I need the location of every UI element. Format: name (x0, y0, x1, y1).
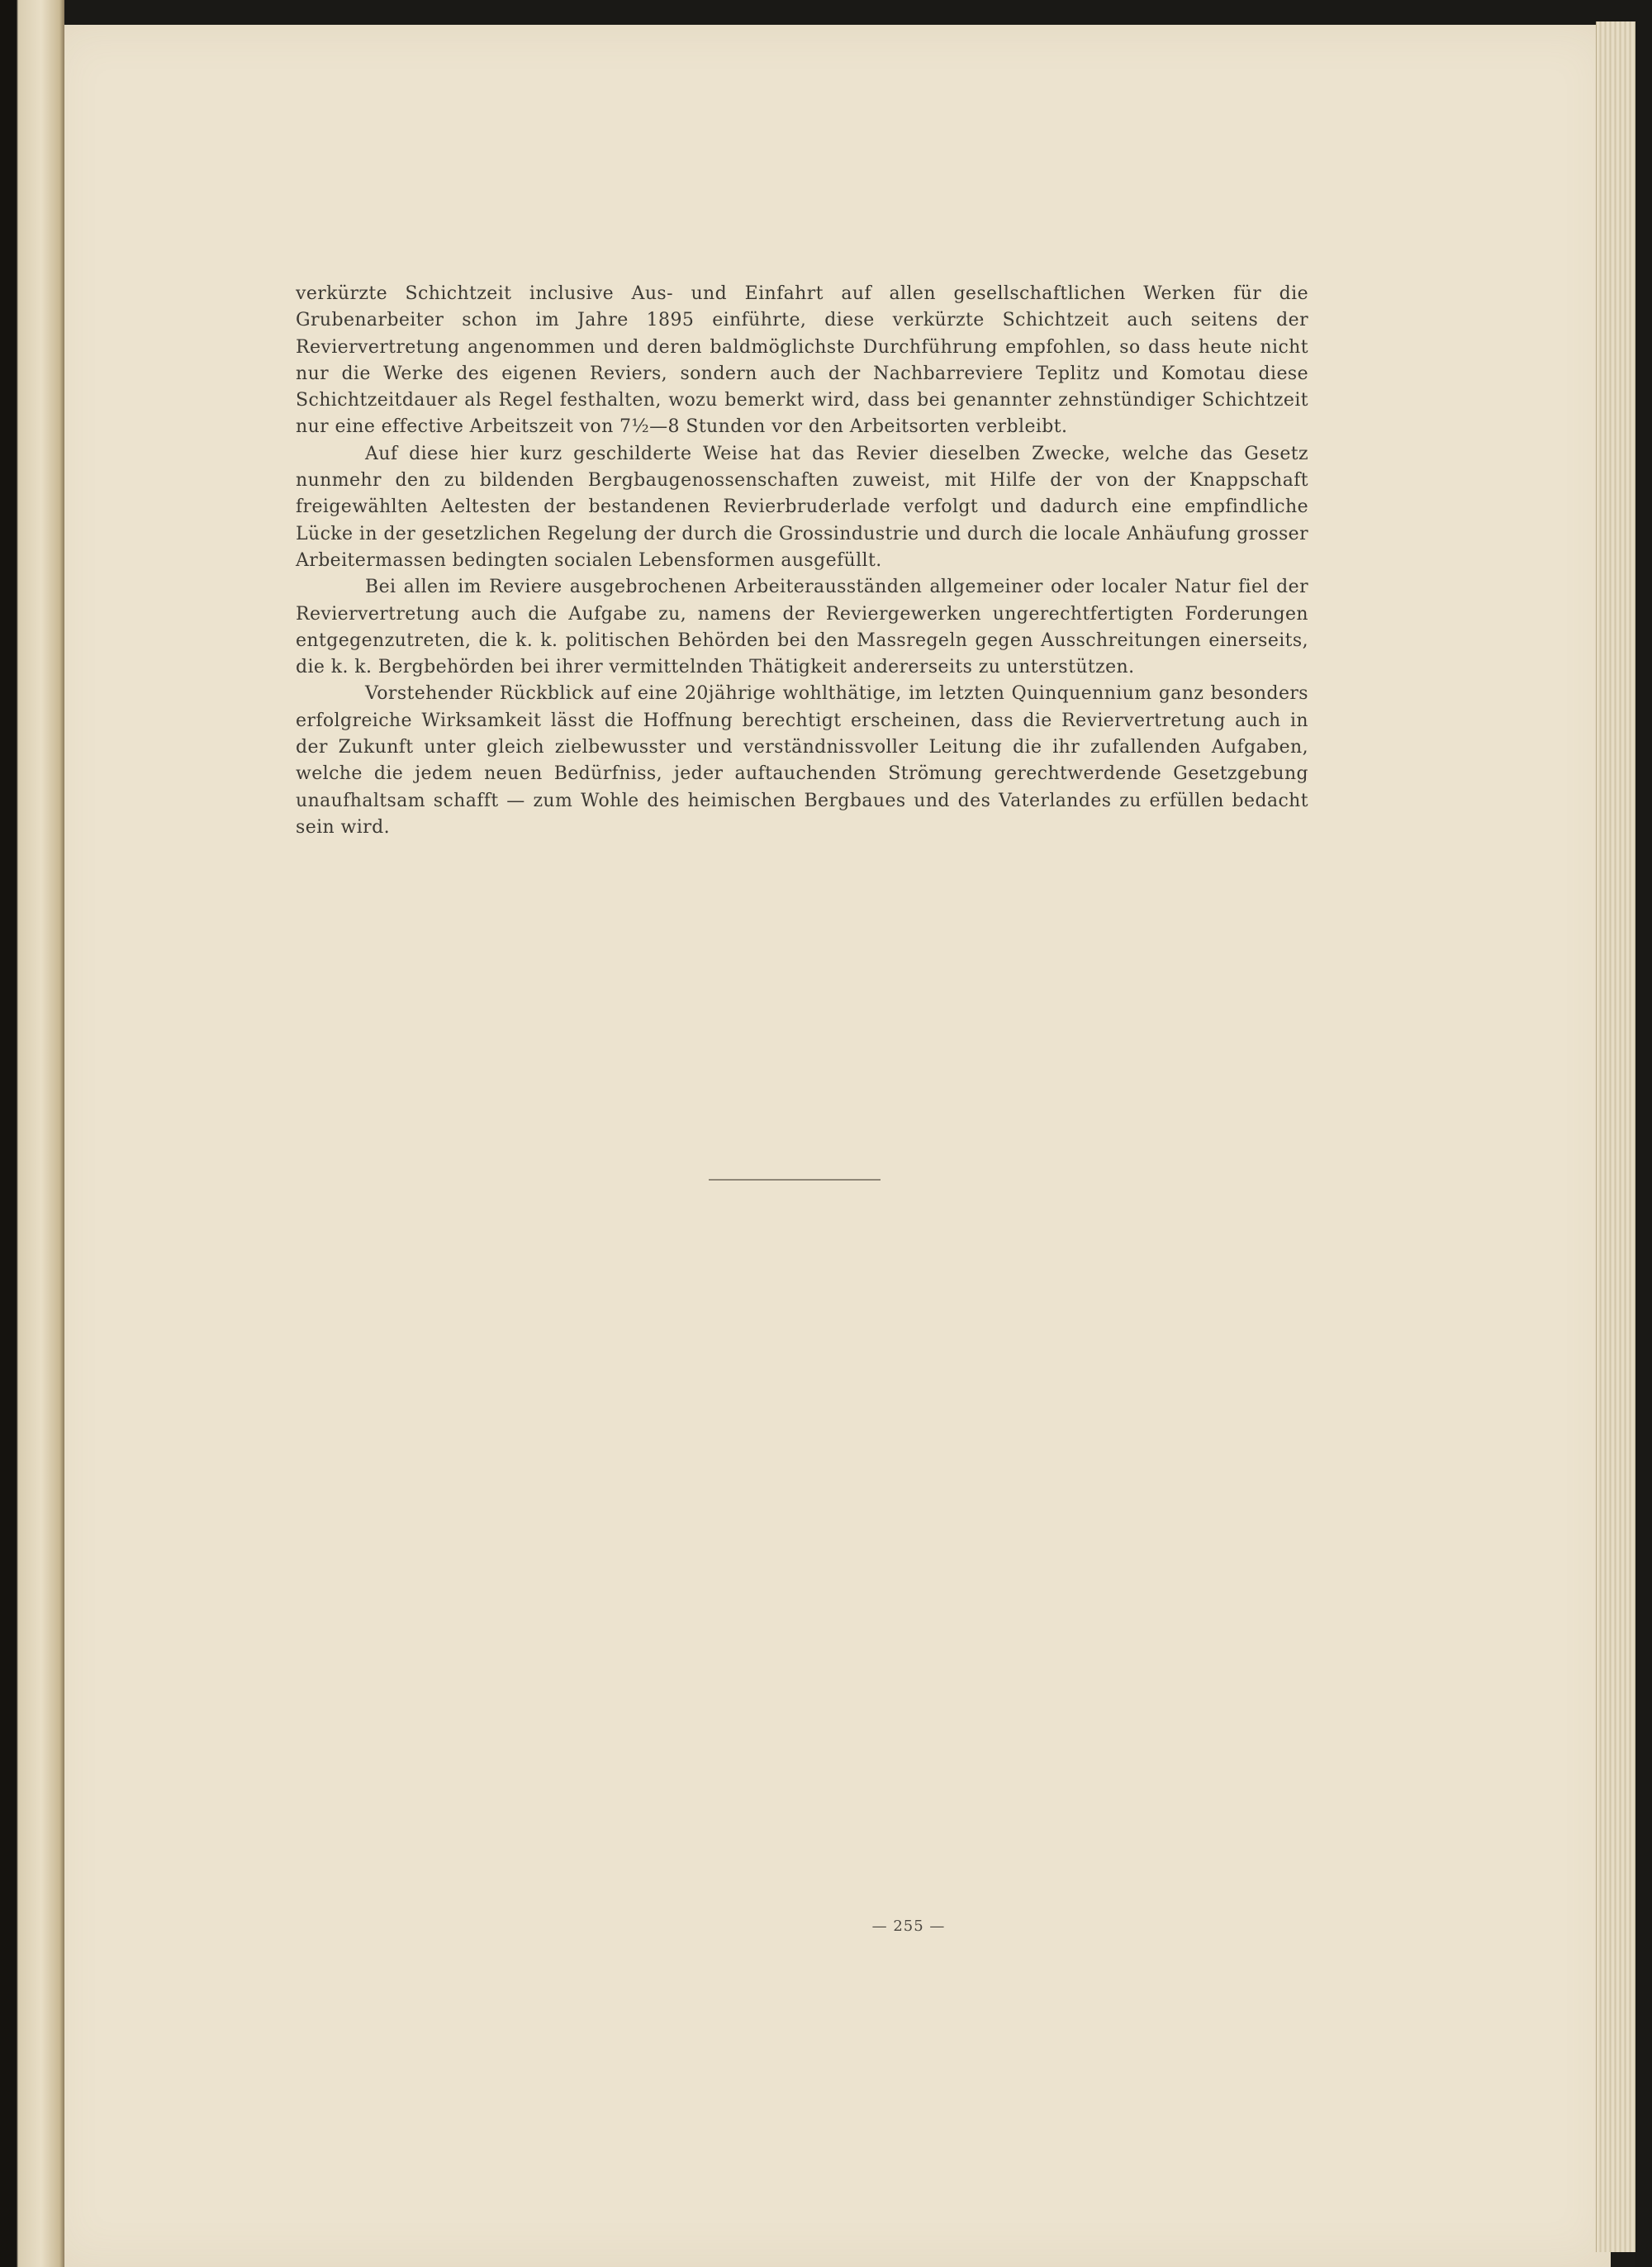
section-end-rule (709, 1179, 881, 1181)
page-edges (1596, 21, 1636, 2252)
book-gutter (0, 0, 64, 2267)
paragraph-3: Bei allen im Reviere ausgebrochenen Arbeiterausständen allgemeiner oder localer Natur fiel der Reviervertretung auch die Aufgabe zu, namens der Reviergewerken ungerechtfertigten Forderungen entgegenzutreten, die k. k. politischen Behörden bei den Massregeln gegen Ausschreitungen einerseits, die k. k. Bergbehörden bei ihrer vermittelnden Thätigkeit andererseits zu unterstützen. (296, 577, 1308, 678)
paragraph-4: Vorstehender Rückblick auf eine 20jährige wohlthätige, im letzten Quinquennium ganz besonders erfolgreiche Wirksamkeit lässt die Hoffnung berechtigt erscheinen, dass die Reviervertretung auch in der Zukunft unter gleich zielbewusster und verständnissvoller Leitung die ihr zufallenden Aufgaben, welche die jedem neuen Bedürfniss, jeder auftauchenden Strömung gerechtwerdende Gesetzgebung unaufhaltsam schafft — zum Wohle des heimischen Bergbaues und des Vaterlandes zu erfüllen bedacht sein wird. (296, 683, 1308, 838)
paragraph-1: verkürzte Schichtzeit inclusive Aus- und Einfahrt auf allen gesellschaftlichen Werken für die Grubenarbeiter schon im Jahre 1895 einführte, diese verkürzte Schichtzeit auch seitens der Reviervertretung angenommen und deren baldmöglichste Durchführung empfohlen, so dass heute nicht nur die Werke des eigenen Reviers, sondern auch der Nachbarreviere Teplitz und Komotau diese Schichtzeitdauer als Regel festhalten, wozu bemerkt wird, dass bei genannter zehnstündiger Schichtzeit nur eine effective Arbeitszeit von 7½—8 Stunden vor den Arbeitsorten verbleibt. (296, 283, 1308, 438)
scan-right-border (1635, 0, 1652, 2267)
scan-top-border (0, 0, 1652, 25)
page-number: — 255 — (871, 1918, 946, 1935)
paragraph-2: Auf diese hier kurz geschilderte Weise hat das Revier dieselben Zwecke, welche das Gesetz nunmehr den zu bildenden Bergbaugenossenschaften zuweist, mit Hilfe der von der Knappschaft freigewählten Aeltesten der bestandenen Revierbruderlade verfolgt und dadurch eine empfindliche Lücke in der gesetzlichen Regelung der durch die Grossindustrie und durch die locale Anhäufung grosser Arbeitermassen bedingten socialen Lebensformen ausgefüllt. (296, 443, 1308, 571)
body-text (296, 281, 1308, 841)
